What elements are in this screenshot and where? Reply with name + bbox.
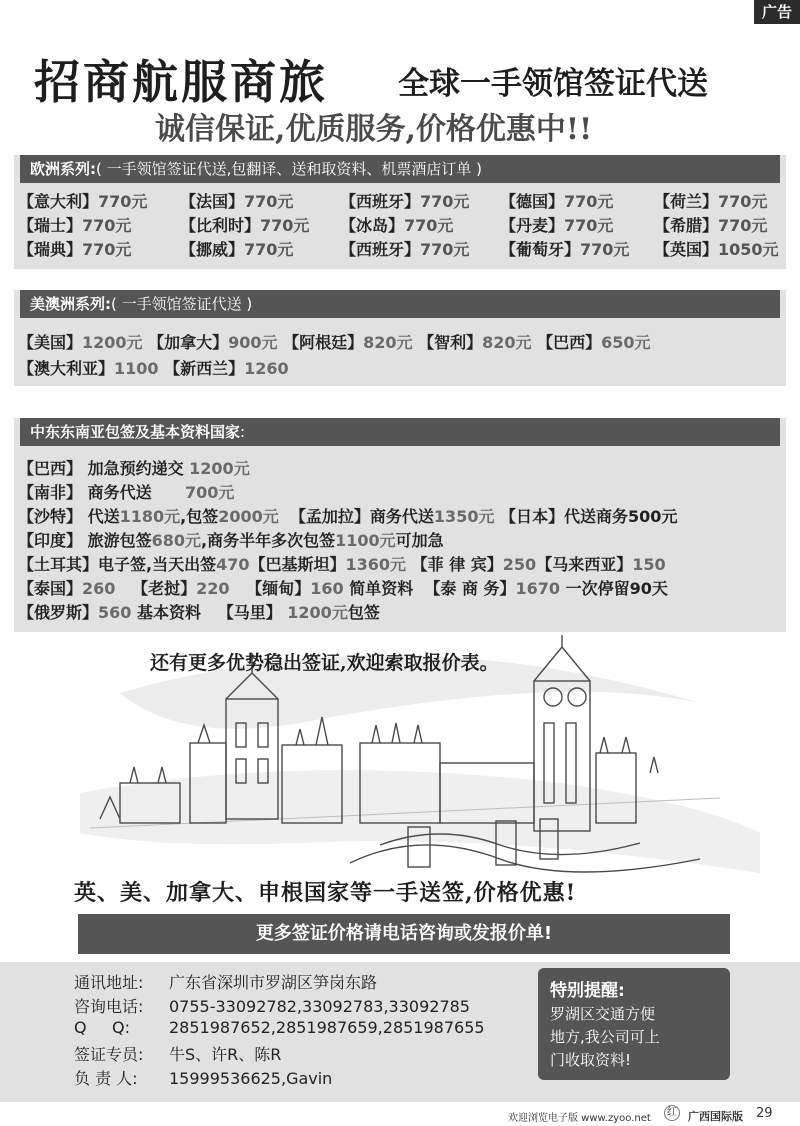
notice-line-2: 地方,我公司可上 xyxy=(550,1028,660,1046)
country-name: 【智利】 xyxy=(418,333,483,352)
visa-price: 1350元 xyxy=(433,507,495,526)
visa-price: 770元 xyxy=(98,192,148,211)
visa-price: 770元 xyxy=(244,240,294,259)
more-visas-text: 还有更多优势稳出签证,欢迎索取报价表。 xyxy=(150,652,499,674)
visa-text: 【土耳其】电子签,当天出签 xyxy=(18,555,217,574)
footer-logo-icon: 红 xyxy=(664,1105,680,1121)
visa-price: 1100元 xyxy=(335,531,396,550)
brand-name: 招商航服商旅 xyxy=(34,55,328,109)
americas-note: ( 一手领馆签证代送 ) xyxy=(111,295,253,313)
visa-price: 770元 xyxy=(420,192,470,211)
visa-price: 770元 xyxy=(260,216,310,235)
visa-price: 1050元 xyxy=(718,240,779,259)
mideast-title: 中东东南亚包签及基本资料国家 xyxy=(30,423,241,441)
visa-price: 770元 xyxy=(564,192,614,211)
visa-price: 770元 xyxy=(244,192,294,211)
footer-edition: 广西国际版 xyxy=(688,1110,743,1123)
visa-price: 1200元 xyxy=(189,459,250,478)
europe-price-item xyxy=(180,213,309,236)
brand-subtitle: 全球一手领馆签证代送 xyxy=(398,66,708,102)
europe-price-item xyxy=(340,213,453,236)
visa-price: 680元 xyxy=(151,531,201,550)
slogan: 诚信保证,优质服务,价格优惠中!! xyxy=(155,112,593,147)
visa-text: 【南非】 商务代送 xyxy=(18,483,158,502)
footer-site: 欢迎浏览电子版 www.zyoo.net xyxy=(508,1113,651,1124)
visa-price: 150 xyxy=(632,555,666,574)
visa-price: 1360元 xyxy=(345,555,407,574)
visa-text: 【沙特】 代送 xyxy=(18,507,120,526)
mideast-section xyxy=(14,418,786,632)
contact-label: Q Q: xyxy=(74,1018,131,1037)
notice-title: 特别提醒: xyxy=(550,981,625,1001)
visa-text: ,商务半年多次包签 xyxy=(200,531,336,550)
visa-price: 900元 xyxy=(228,333,278,352)
visa-price: 770元 xyxy=(404,216,454,235)
countries-text: 英、美、加拿大、申根国家等一手送签,价格优惠! xyxy=(74,880,577,906)
visa-text: ,包签 xyxy=(180,507,219,526)
mideast-row xyxy=(18,456,250,479)
visa-price: 770元 xyxy=(718,192,768,211)
contact-label: 签证专员: xyxy=(74,1045,144,1064)
visa-price: 260 xyxy=(82,579,116,598)
europe-price-item xyxy=(500,237,629,260)
visa-text: 基本资料 【马里】 xyxy=(131,603,288,622)
country-name: 【冰岛】 xyxy=(340,216,405,235)
visa-price: 770元 xyxy=(718,216,768,235)
visa-text: 【巴基斯坦】 xyxy=(249,555,346,574)
europe-price-item xyxy=(180,189,293,212)
country-name: 【荷兰】 xyxy=(654,192,719,211)
country-name: 【瑞士】 xyxy=(18,216,83,235)
visa-text: 可加急 xyxy=(395,531,444,550)
visa-text: 【俄罗斯】 xyxy=(18,603,99,622)
visa-text: 【印度】 旅游包签 xyxy=(18,531,152,550)
contact-row xyxy=(74,970,377,993)
contact-row xyxy=(74,994,470,1017)
europe-price-item xyxy=(500,189,613,212)
visa-price: 1260 xyxy=(244,359,289,378)
mideast-row xyxy=(18,600,380,623)
visa-text: 【缅甸】 xyxy=(229,579,311,598)
country-name: 【希腊】 xyxy=(654,216,719,235)
contact-row xyxy=(74,1066,332,1089)
visa-price: 160 xyxy=(310,579,344,598)
contact-row xyxy=(74,1018,485,1037)
mideast-title-suffix: : xyxy=(240,423,246,441)
visa-price: 650元 xyxy=(601,333,651,352)
visa-price: 220 xyxy=(196,579,230,598)
country-name: 【丹麦】 xyxy=(500,216,565,235)
visa-text: 【日本】代送商务500元 xyxy=(494,507,678,526)
contact-row xyxy=(74,1042,281,1065)
contact-value: 牛S、许R、陈R xyxy=(169,1045,282,1064)
visa-text: 【巴西】 加急预约递交 xyxy=(18,459,190,478)
visa-price: 560 xyxy=(98,603,132,622)
header xyxy=(0,22,800,146)
europe-price-item xyxy=(18,237,131,260)
europe-price-item xyxy=(18,189,147,212)
europe-note: ( 一手领馆签证代送,包翻译、送和取资料、机票酒店订单 ) xyxy=(96,160,483,178)
special-notice-box xyxy=(538,968,730,1080)
mideast-title-bar xyxy=(20,418,780,446)
country-name: 【美国】 xyxy=(18,333,83,352)
visa-price: 770元 xyxy=(564,216,614,235)
visa-price: 770元 xyxy=(82,216,132,235)
europe-price-item xyxy=(18,213,131,236)
mideast-row xyxy=(18,528,444,551)
visa-price: 820元 xyxy=(482,333,532,352)
visa-price: 1180元 xyxy=(119,507,181,526)
europe-section xyxy=(14,155,786,269)
europe-title: 欧洲系列: xyxy=(30,160,96,178)
visa-text: 【泰国】 xyxy=(18,579,83,598)
country-name: 【澳大利亚】 xyxy=(18,359,115,378)
americas-title-bar xyxy=(20,290,780,318)
europe-price-item xyxy=(340,237,469,260)
visa-text: 一次停留90天 xyxy=(560,579,668,598)
europe-price-item xyxy=(654,213,767,236)
notice-line-3: 门收取资料! xyxy=(550,1051,632,1069)
americas-title: 美澳洲系列: xyxy=(30,295,111,313)
country-name: 【英国】 xyxy=(654,240,719,259)
europe-title-bar xyxy=(20,155,780,183)
notice-line-1: 罗湖区交通方便 xyxy=(550,1005,656,1023)
country-name: 【意大利】 xyxy=(18,192,99,211)
country-name: 【法国】 xyxy=(180,192,245,211)
mideast-row xyxy=(18,504,677,527)
page-footer xyxy=(0,1102,800,1126)
visa-price: 1200元 xyxy=(82,333,143,352)
americas-row-1 xyxy=(18,330,651,353)
country-name: 【阿根廷】 xyxy=(283,333,364,352)
page-number: 29 xyxy=(756,1106,773,1121)
visa-text: 【马来西亚】 xyxy=(536,555,633,574)
visa-price: 1100 xyxy=(114,359,159,378)
mideast-row xyxy=(18,576,668,599)
contact-value: 0755-33092782,33092783,33092785 xyxy=(169,997,470,1016)
europe-price-item xyxy=(180,237,293,260)
visa-price: 700元 xyxy=(157,483,235,502)
contact-value: 广东省深圳市罗湖区笋岗东路 xyxy=(169,973,378,992)
visa-text: 【孟加拉】商务代送 xyxy=(278,507,434,526)
country-name: 【加拿大】 xyxy=(148,333,229,352)
mideast-row xyxy=(18,552,666,575)
country-name: 【巴西】 xyxy=(537,333,602,352)
europe-price-item xyxy=(500,213,613,236)
contact-label: 咨询电话: xyxy=(74,997,144,1016)
visa-text: 包签 xyxy=(347,603,380,622)
contact-section xyxy=(0,962,800,1102)
europe-price-item xyxy=(654,237,779,260)
contact-label: 负 责 人: xyxy=(74,1069,138,1088)
country-name: 【西班牙】 xyxy=(340,192,421,211)
visa-price: 2000元 xyxy=(218,507,279,526)
country-name: 【德国】 xyxy=(500,192,565,211)
contact-value: 15999536625,Gavin xyxy=(169,1069,333,1088)
ad-label: 广告 xyxy=(754,0,800,24)
country-name: 【新西兰】 xyxy=(164,359,245,378)
country-name: 【瑞典】 xyxy=(18,240,83,259)
country-name: 【挪威】 xyxy=(180,240,245,259)
visa-price: 770元 xyxy=(420,240,470,259)
mideast-row xyxy=(18,480,234,503)
visa-text: 简单资料 【泰 商 务】 xyxy=(343,579,516,598)
visa-price: 770元 xyxy=(580,240,630,259)
visa-price: 470 xyxy=(216,555,250,574)
visa-price: 1670 xyxy=(515,579,561,598)
contact-label: 通讯地址: xyxy=(74,973,144,992)
country-name: 【西班牙】 xyxy=(340,240,421,259)
visa-text: 【老挝】 xyxy=(115,579,197,598)
americas-row-2 xyxy=(18,356,289,379)
visa-price: 820元 xyxy=(363,333,413,352)
country-name: 【比利时】 xyxy=(180,216,261,235)
visa-price: 250 xyxy=(502,555,537,574)
visa-price: 770元 xyxy=(82,240,132,259)
europe-price-item xyxy=(654,189,767,212)
country-name: 【葡萄牙】 xyxy=(500,240,581,259)
price-inquiry-banner: 更多签证价格请电话咨询或发报价单! xyxy=(78,914,730,954)
americas-section xyxy=(14,290,786,386)
visa-text: 【菲 律 宾】 xyxy=(406,555,503,574)
visa-price: 1200元 xyxy=(287,603,348,622)
contact-value: 2851987652,2851987659,2851987655 xyxy=(169,1018,485,1037)
europe-price-item xyxy=(340,189,469,212)
